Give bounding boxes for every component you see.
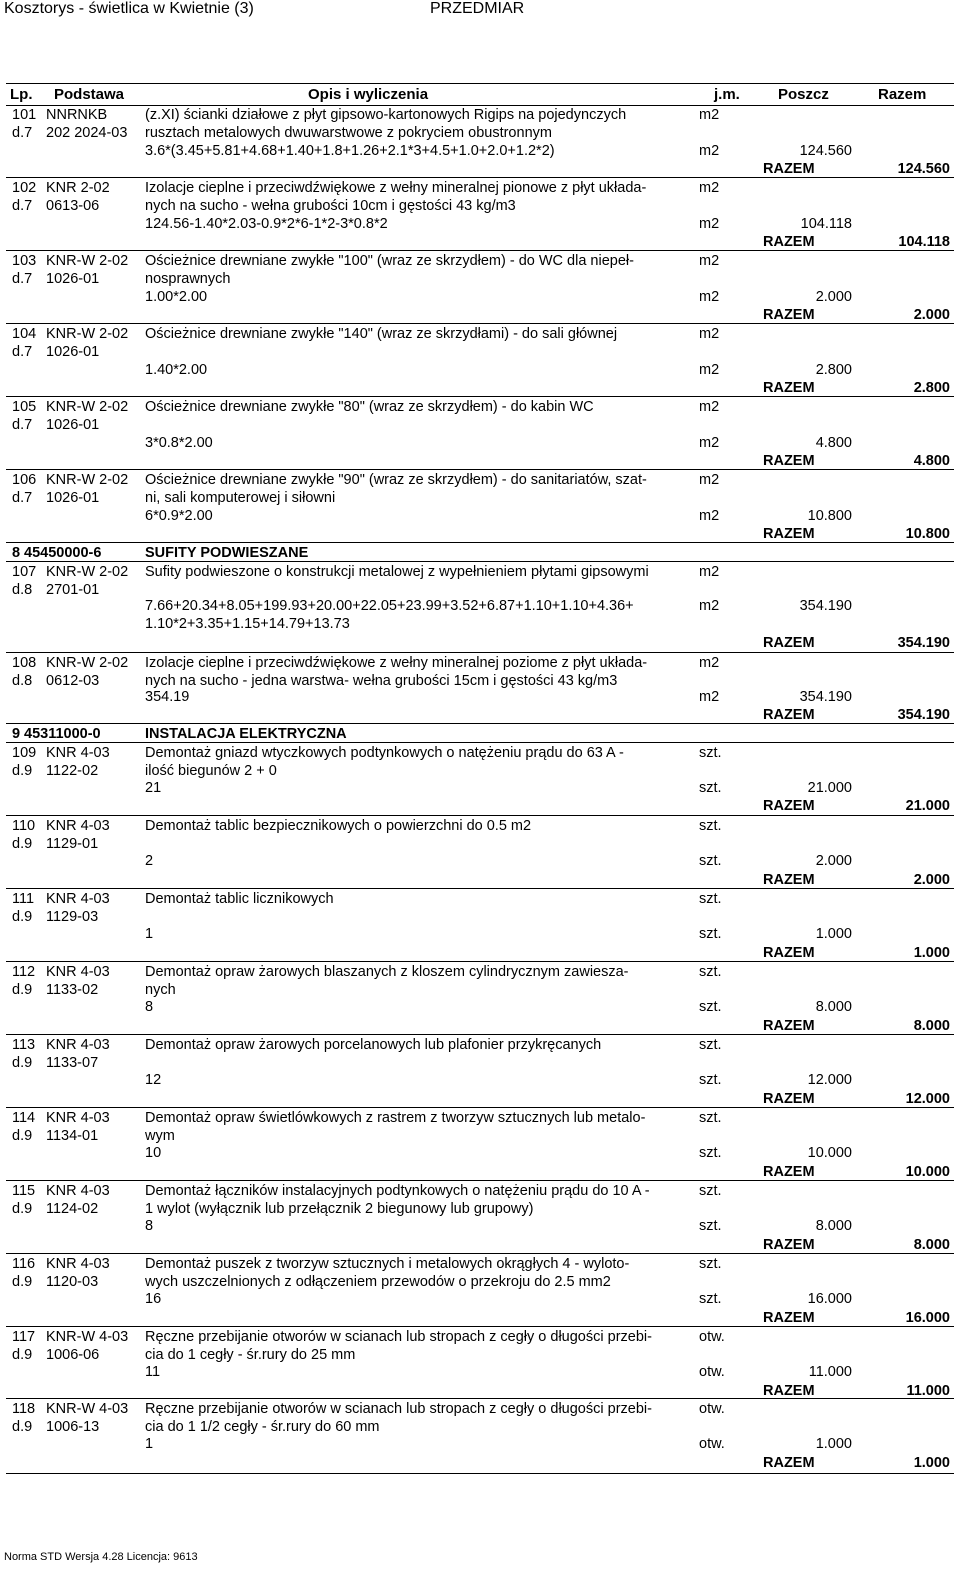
item-lp: d.7 (12, 125, 33, 141)
item-lp: d.7 (12, 198, 33, 214)
item-calculation: 16 (145, 1291, 162, 1307)
item-razem-label: RAZEM (763, 1164, 815, 1180)
item-podstawa: 1026-01 (46, 417, 100, 433)
item-calculation: 3*0.8*2.00 (145, 435, 213, 451)
item-unit: m2 (699, 564, 720, 580)
item-poszcz: 124.560 (799, 143, 852, 159)
item-description: Demontaż opraw żarowych blaszanych z kloszem cylindrycznym zawiesza- (145, 964, 629, 980)
item-lp: d.7 (12, 417, 33, 433)
item-calc-unit: szt. (699, 1072, 722, 1088)
item-unit: m2 (699, 326, 720, 342)
item-poszcz: 104.118 (800, 216, 852, 232)
col-poszcz: Poszcz (778, 86, 829, 103)
item-lp: 105 (12, 399, 37, 415)
item-calc-unit: szt. (699, 1218, 722, 1234)
col-jm: j.m. (714, 86, 740, 103)
item-podstawa: KNR 4-03 (46, 1183, 110, 1199)
item-calculation: 8 (145, 1218, 154, 1234)
item-razem-label: RAZEM (763, 707, 815, 723)
item-calculation: 1.00*2.00 (145, 289, 208, 305)
item-lp: 101 (12, 107, 37, 123)
item-lp: 116 (12, 1256, 36, 1272)
item-razem-value: 11.000 (906, 1383, 950, 1399)
section-code: 45311000-0 (24, 726, 101, 742)
item-podstawa: KNR 4-03 (46, 818, 110, 834)
item-podstawa: 1129-03 (46, 909, 99, 925)
item-calculation: 6*0.9*2.00 (145, 508, 213, 524)
item-poszcz: 354.190 (799, 689, 852, 705)
item-calc-unit: m2 (699, 689, 720, 705)
item-lp: d.7 (12, 490, 33, 506)
item-razem-label: RAZEM (763, 380, 815, 396)
section-number: 9 (12, 726, 21, 742)
row-divider (6, 1473, 954, 1474)
item-razem-value: 10.800 (905, 526, 950, 542)
item-razem-label: RAZEM (763, 798, 815, 814)
item-calculation: 12 (145, 1072, 162, 1088)
item-razem-label: RAZEM (763, 1455, 815, 1471)
col-podstawa: Podstawa (54, 86, 125, 103)
item-unit: szt. (699, 745, 722, 761)
item-calc-unit: m2 (699, 289, 720, 305)
item-poszcz: 11.000 (808, 1364, 852, 1380)
item-unit: szt. (699, 1037, 722, 1053)
item-lp: 109 (12, 745, 37, 761)
item-calc-unit: szt. (699, 926, 722, 942)
item-calculation: 8 (145, 999, 154, 1015)
item-description: Ręczne przebijanie otworów w scianach lub stropach z cegły o długości przebi- (145, 1329, 652, 1345)
document-type: PRZEDMIAR (430, 0, 525, 17)
item-razem-label: RAZEM (763, 1091, 815, 1107)
item-razem-value: 354.190 (897, 635, 950, 651)
item-calculation: 1.40*2.00 (145, 362, 208, 378)
item-poszcz: 2.800 (815, 362, 852, 378)
item-description: Izolacje cieplne i przeciwdźwiękowe z wełny mineralnej poziome z płyt układa- (145, 655, 648, 671)
col-razem: Razem (878, 86, 927, 103)
item-calculation: 354.19 (145, 689, 190, 705)
item-poszcz: 2.000 (815, 289, 852, 305)
item-unit: m2 (699, 107, 720, 123)
document-title: Kosztorys - świetlica w Kwietnie (3) (4, 0, 254, 17)
item-lp: d.7 (12, 344, 33, 360)
item-poszcz: 2.000 (815, 853, 852, 869)
item-lp: 112 (12, 964, 36, 980)
item-lp: d.9 (12, 1274, 33, 1290)
item-calculation: 3.6*(3.45+5.81+4.68+1.40+1.8+1.26+2.1*3+4.5+1.0+2.0+1.2*2) (145, 143, 555, 159)
item-razem-value: 1.000 (913, 1455, 950, 1471)
item-lp: d.9 (12, 1055, 33, 1071)
item-podstawa: KNR-W 2-02 (46, 326, 129, 342)
item-razem-label: RAZEM (763, 1237, 815, 1253)
item-description: Demontaż opraw świetlówkowych z rastrem z tworzyw sztucznych lub metalo- (145, 1110, 646, 1126)
item-description: Demontaż tablic licznikowych (145, 891, 334, 907)
item-poszcz: 8.000 (815, 999, 852, 1015)
item-podstawa: 1006-13 (46, 1419, 100, 1435)
item-razem-value: 1.000 (913, 945, 950, 961)
item-unit: szt. (699, 964, 722, 980)
section-title: INSTALACJA ELEKTRYCZNA (145, 726, 347, 742)
item-podstawa: 1122-02 (46, 763, 99, 779)
item-podstawa: 0612-03 (46, 673, 100, 689)
item-description: ni, sali komputerowej i siłowni (145, 490, 336, 506)
item-poszcz: 354.190 (799, 598, 852, 614)
item-razem-value: 4.800 (913, 453, 950, 469)
item-podstawa: 1129-01 (46, 836, 99, 852)
item-razem-label: RAZEM (763, 945, 815, 961)
item-podstawa: 1026-01 (46, 344, 100, 360)
item-podstawa: KNR 4-03 (46, 891, 110, 907)
item-poszcz: 10.800 (807, 508, 852, 524)
item-podstawa: KNR-W 2-02 (46, 655, 129, 671)
item-calc-unit: otw. (699, 1364, 725, 1380)
item-podstawa: KNR-W 2-02 (46, 399, 129, 415)
item-podstawa: 0613-06 (46, 198, 100, 214)
item-description: rusztach metalowych dwuwarstwowe z pokryciem obustronnym (145, 125, 552, 141)
item-lp: d.9 (12, 1419, 33, 1435)
item-lp: 118 (12, 1401, 36, 1417)
item-razem-value: 10.000 (905, 1164, 950, 1180)
item-razem-value: 21.000 (905, 798, 950, 814)
col-lp: Lp. (10, 86, 33, 103)
item-lp: 110 (12, 818, 36, 834)
item-unit: otw. (699, 1329, 725, 1345)
item-unit: m2 (699, 399, 720, 415)
item-lp: d.7 (12, 271, 33, 287)
item-podstawa: 1120-03 (46, 1274, 99, 1290)
item-podstawa: KNR 4-03 (46, 1256, 110, 1272)
item-razem-value: 104.118 (898, 234, 950, 250)
item-razem-label: RAZEM (763, 1310, 815, 1326)
item-poszcz: 10.000 (807, 1145, 852, 1161)
item-podstawa: KNR 2-02 (46, 180, 110, 196)
item-razem-value: 354.190 (897, 707, 950, 723)
item-razem-label: RAZEM (763, 526, 815, 542)
item-razem-label: RAZEM (763, 1383, 815, 1399)
item-description: nosprawnych (145, 271, 231, 287)
col-opis: Opis i wyliczenia (308, 86, 429, 103)
item-razem-value: 8.000 (913, 1018, 950, 1034)
item-lp: d.8 (12, 582, 33, 598)
item-description: Demontaż tablic bezpiecznikowych o powierzchni do 0.5 m2 (145, 818, 532, 834)
item-lp: 103 (12, 253, 37, 269)
row-divider (6, 652, 954, 653)
item-calculation: 7.66+20.34+8.05+199.93+20.00+22.05+23.99+3.52+6.87+1.10+1.10+4.36+ (145, 598, 634, 614)
item-calc-unit: szt. (699, 999, 722, 1015)
item-calculation: 1 (145, 926, 154, 942)
item-poszcz: 1.000 (815, 1436, 852, 1452)
section-code: 45450000-6 (24, 545, 102, 561)
item-lp: 104 (12, 326, 37, 342)
item-calculation: 21 (145, 780, 162, 796)
item-description: cia do 1 cegły - śr.rury do 25 mm (145, 1347, 356, 1363)
item-podstawa: 2701-01 (46, 582, 100, 598)
item-razem-label: RAZEM (763, 635, 815, 651)
item-description: 1 wylot (wyłącznik lub przełącznik 2 biegunowy lub grupowy) (145, 1201, 534, 1217)
item-description: nych na sucho - wełna grubości 10cm i gęstości 43 kg/m3 (145, 198, 516, 214)
item-razem-value: 2.800 (913, 380, 950, 396)
item-unit: szt. (699, 1256, 722, 1272)
item-razem-value: 2.000 (913, 872, 950, 888)
item-description: Ręczne przebijanie otworów w scianach lub stropach z cegły o długości przebi- (145, 1401, 652, 1417)
footer: Norma STD Wersja 4.28 Licencja: 9613 (4, 1551, 198, 1563)
item-calc-unit: m2 (699, 362, 720, 378)
item-calculation: 1 (145, 1436, 154, 1452)
item-podstawa: KNR 4-03 (46, 964, 110, 980)
item-calc-unit: m2 (699, 216, 720, 232)
item-calc-unit: szt. (699, 853, 722, 869)
section-number: 8 (12, 545, 21, 561)
item-calculation: 11 (145, 1364, 161, 1380)
item-podstawa: 202 2024-03 (46, 125, 128, 141)
item-lp: 102 (12, 180, 37, 196)
item-lp: 117 (12, 1329, 36, 1345)
item-podstawa: KNR-W 4-03 (46, 1401, 129, 1417)
item-description: Ościeżnice drewniane zwykłe "80" (wraz ze skrzydłem) - do kabin WC (145, 399, 594, 415)
item-lp: 108 (12, 655, 37, 671)
item-razem-value: 124.560 (897, 161, 950, 177)
item-podstawa: 1133-07 (46, 1055, 99, 1071)
item-podstawa: 1134-01 (46, 1128, 99, 1144)
item-razem-label: RAZEM (763, 453, 815, 469)
item-razem-value: 8.000 (913, 1237, 950, 1253)
item-description: nych na sucho - jedna warstwa- wełna grubości 15cm i gęstości 43 kg/m3 (145, 673, 618, 689)
item-lp: d.9 (12, 982, 33, 998)
item-poszcz: 1.000 (815, 926, 852, 942)
item-unit: m2 (699, 472, 720, 488)
item-unit: szt. (699, 1183, 722, 1199)
item-calc-unit: m2 (699, 508, 720, 524)
item-poszcz: 21.000 (807, 780, 852, 796)
item-unit: szt. (699, 891, 722, 907)
item-podstawa: NNRNKB (46, 107, 108, 123)
item-podstawa: KNR-W 4-03 (46, 1329, 129, 1345)
item-calculation: 2 (145, 853, 154, 869)
item-lp: 115 (12, 1183, 36, 1199)
item-description: Demontaż gniazd wtyczkowych podtynkowych o natężeniu prądu do 63 A - (145, 745, 624, 761)
item-razem-label: RAZEM (763, 307, 815, 323)
item-calc-unit: szt. (699, 1145, 722, 1161)
column-header (6, 83, 954, 106)
item-razem-value: 2.000 (913, 307, 950, 323)
item-lp: d.8 (12, 673, 33, 689)
item-calculation: 1.10*2+3.35+1.15+14.79+13.73 (145, 616, 350, 632)
item-razem-value: 12.000 (905, 1091, 950, 1107)
item-description: ilość biegunów 2 + 0 (145, 763, 277, 779)
item-calc-unit: szt. (699, 780, 722, 796)
item-calc-unit: m2 (699, 143, 720, 159)
item-podstawa: 1026-01 (46, 271, 100, 287)
item-description: Ościeżnice drewniane zwykłe "100" (wraz ze skrzydłem) - do WC dla niepeł- (145, 253, 634, 269)
item-description: Demontaż opraw żarowych porcelanowych lub plafonier przykręcanych (145, 1037, 602, 1053)
item-lp: d.9 (12, 763, 33, 779)
item-description: Ościeżnice drewniane zwykłe "90" (wraz ze skrzydłem) - do sanitariatów, szat- (145, 472, 647, 488)
item-lp: 111 (12, 891, 35, 907)
item-podstawa: KNR-W 2-02 (46, 472, 129, 488)
item-unit: szt. (699, 818, 722, 834)
item-calc-unit: szt. (699, 1291, 722, 1307)
item-description: Demontaż łączników instalacyjnych podtynkowych o natężeniu prądu do 10 A - (145, 1183, 650, 1199)
item-podstawa: KNR 4-03 (46, 745, 110, 761)
item-podstawa: 1006-06 (46, 1347, 100, 1363)
item-lp: d.9 (12, 1128, 33, 1144)
item-lp: d.9 (12, 836, 33, 852)
item-unit: m2 (699, 253, 720, 269)
item-lp: 107 (12, 564, 37, 580)
item-description: Demontaż puszek z tworzyw sztucznych i metalowych okrągłych 4 - wyloto- (145, 1256, 630, 1272)
item-calc-unit: m2 (699, 598, 720, 614)
item-lp: 106 (12, 472, 37, 488)
item-description: (z.XI) ścianki działowe z płyt gipsowo-kartonowych Rigips na pojedynczych (145, 107, 627, 123)
item-description: wym (145, 1128, 175, 1144)
item-poszcz: 8.000 (815, 1218, 852, 1234)
item-lp: d.9 (12, 1201, 33, 1217)
item-description: wych uszczelnionych z odłączeniem przewodów o przekroju do 2.5 mm2 (145, 1274, 611, 1290)
item-razem-label: RAZEM (763, 872, 815, 888)
item-podstawa: 1026-01 (46, 490, 100, 506)
item-calc-unit: otw. (699, 1436, 725, 1452)
item-razem-label: RAZEM (763, 234, 815, 250)
row-divider (6, 815, 954, 816)
item-lp: 113 (12, 1037, 36, 1053)
item-podstawa: 1124-02 (46, 1201, 99, 1217)
item-podstawa: KNR 4-03 (46, 1110, 110, 1126)
item-description: cia do 1 1/2 cegły - śr.rury do 60 mm (145, 1419, 380, 1435)
item-lp: d.9 (12, 1347, 33, 1363)
item-calculation: 10 (145, 1145, 162, 1161)
item-description: Sufity podwieszone o konstrukcji metalowej z wypełnieniem płytami gipsowymi (145, 564, 649, 580)
item-description: Izolacje cieplne i przeciwdźwiękowe z wełny mineralnej pionowe z płyt układa- (145, 180, 647, 196)
item-description: Ościeżnice drewniane zwykłe "140" (wraz ze skrzydłami) - do sali głównej (145, 326, 618, 342)
item-poszcz: 16.000 (807, 1291, 852, 1307)
item-unit: m2 (699, 655, 720, 671)
item-razem-value: 16.000 (905, 1310, 950, 1326)
item-unit: otw. (699, 1401, 725, 1417)
item-podstawa: KNR-W 2-02 (46, 564, 129, 580)
item-podstawa: 1133-02 (46, 982, 99, 998)
item-podstawa: KNR 4-03 (46, 1037, 110, 1053)
item-description: nych (145, 982, 176, 998)
item-calculation: 124.56-1.40*2.03-0.9*2*6-1*2-3*0.8*2 (145, 216, 388, 232)
item-poszcz: 12.000 (807, 1072, 852, 1088)
item-poszcz: 4.800 (815, 435, 852, 451)
item-lp: d.9 (12, 909, 33, 925)
item-podstawa: KNR-W 2-02 (46, 253, 129, 269)
item-unit: m2 (699, 180, 720, 196)
item-razem-label: RAZEM (763, 161, 815, 177)
item-unit: szt. (699, 1110, 722, 1126)
item-lp: 114 (12, 1110, 36, 1126)
item-calc-unit: m2 (699, 435, 720, 451)
item-razem-label: RAZEM (763, 1018, 815, 1034)
section-title: SUFITY PODWIESZANE (145, 545, 309, 561)
page-header (0, 0, 960, 24)
